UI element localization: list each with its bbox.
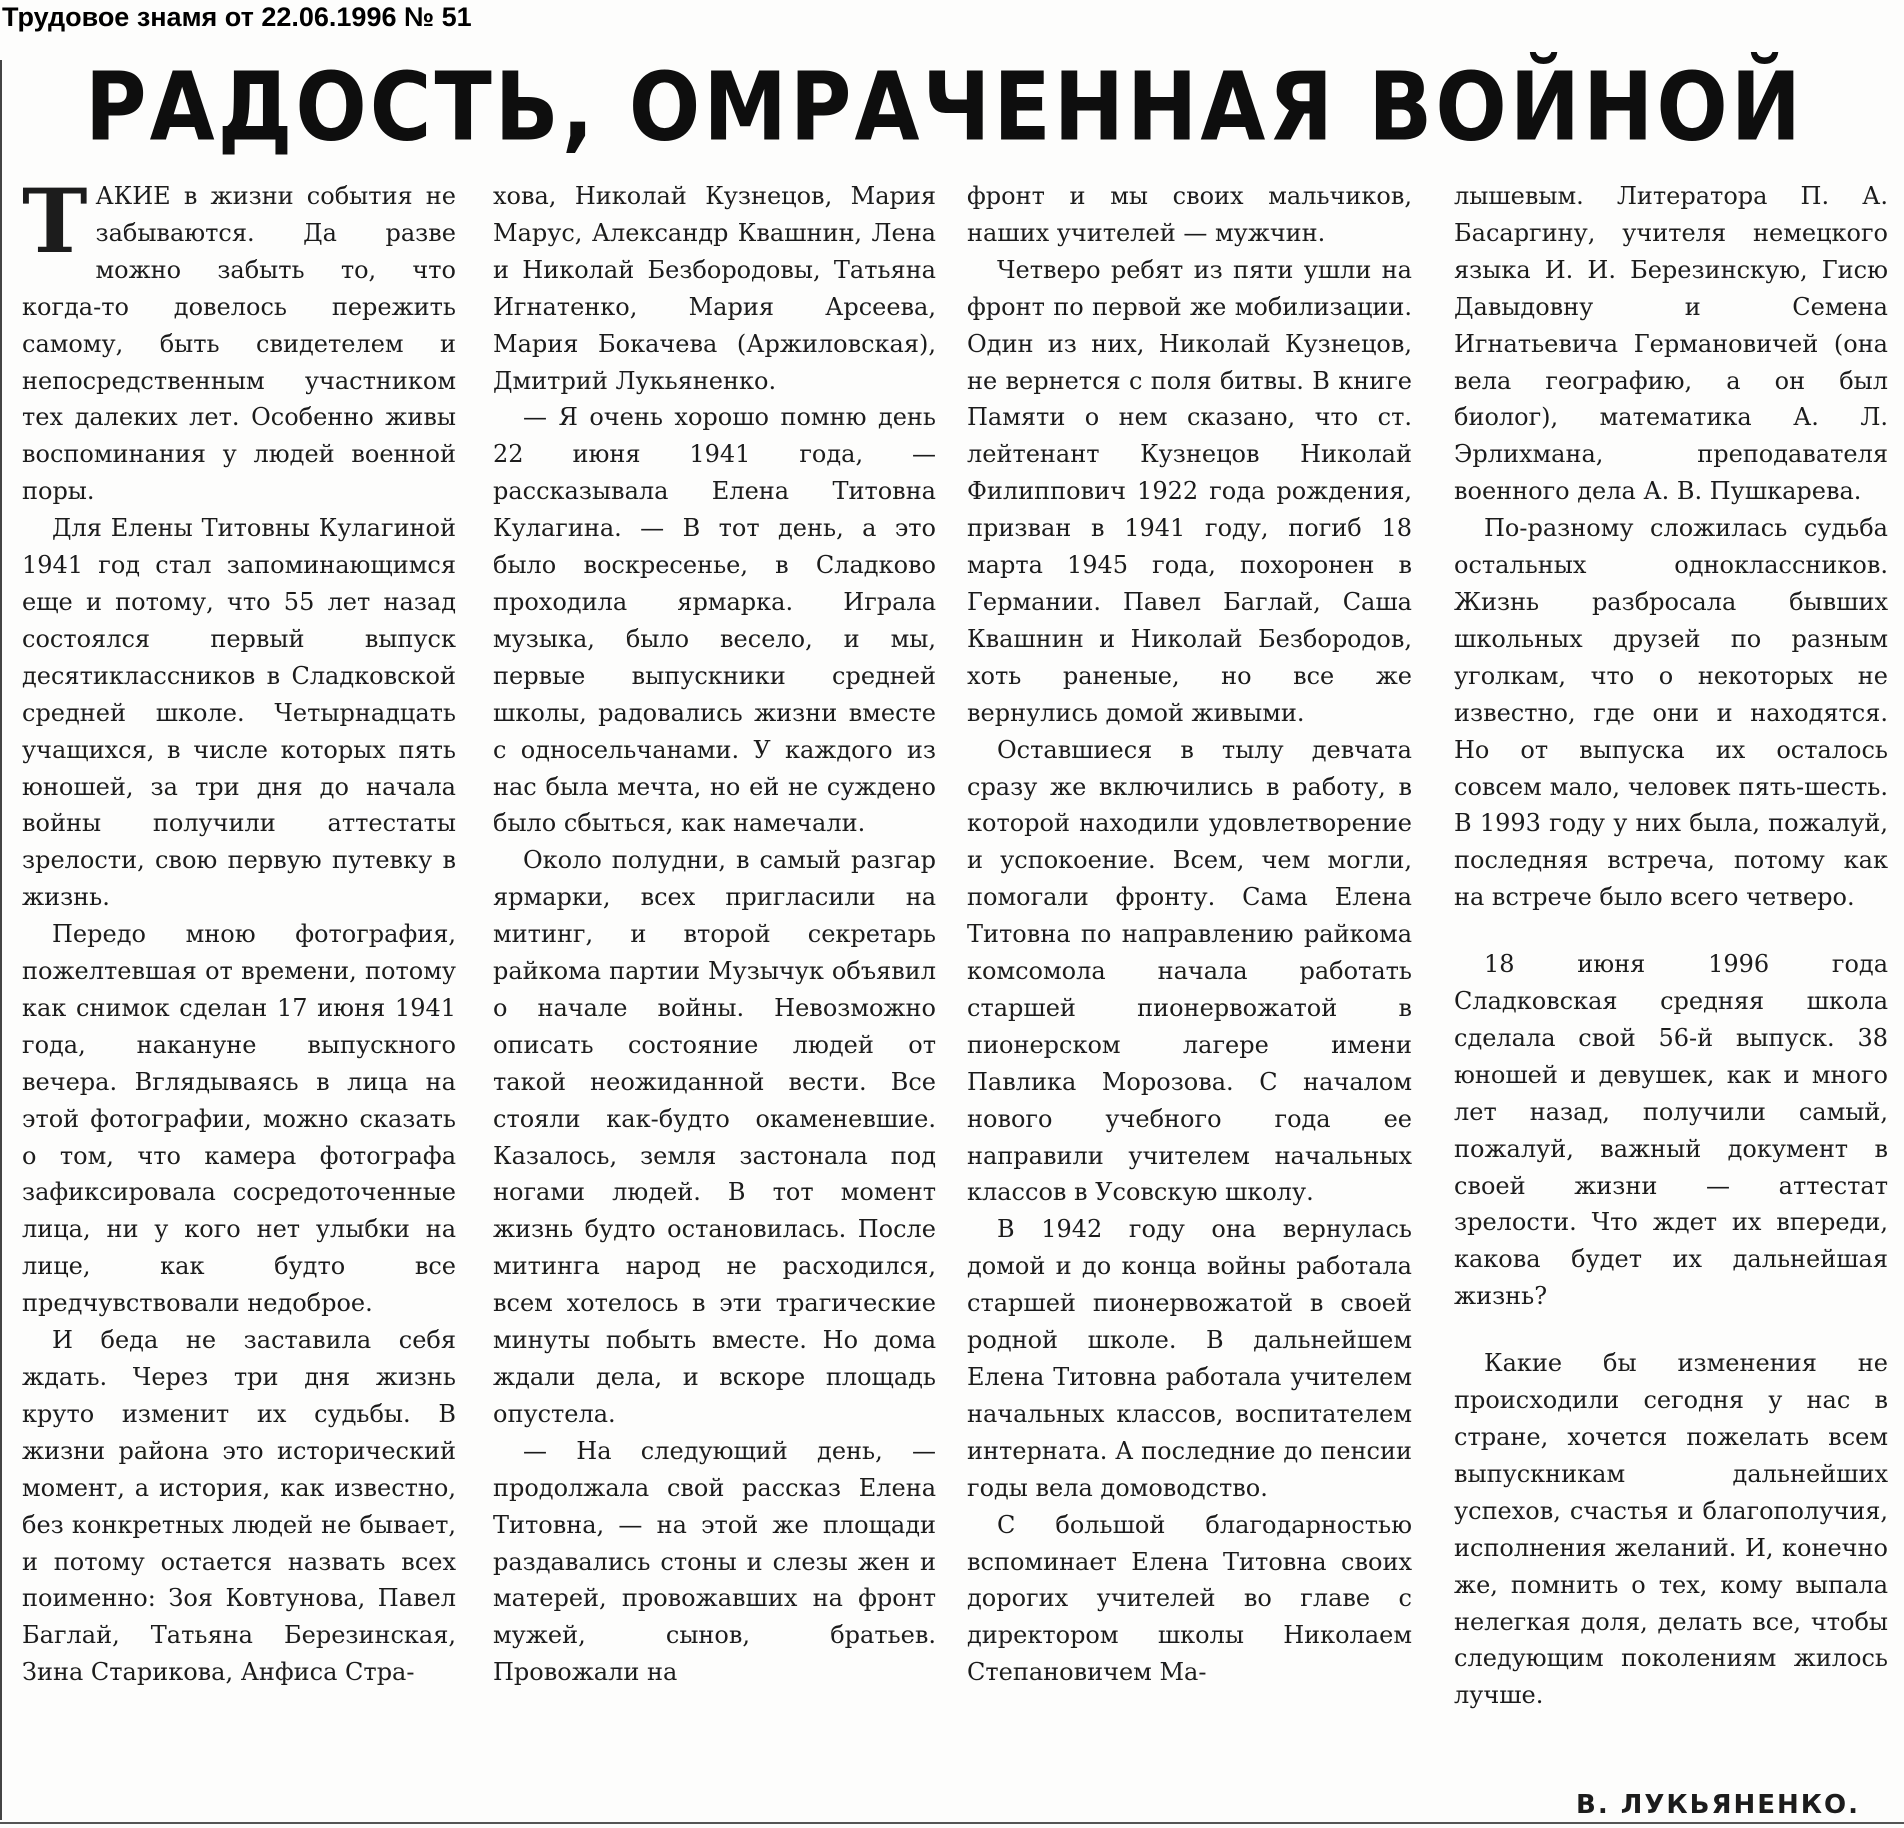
paragraph: — На следующий день, — продолжала свой рассказ Елена Титовна, — на этой же площади раздавались стоны и слезы жен и матерей, провожавших на фронт мужей, сынов, братьев. Провожали на	[493, 1436, 936, 1687]
paragraph-gap	[1454, 916, 1888, 946]
article-column-4	[1454, 178, 1888, 1714]
paragraph: Передо мною фотография, пожелтевшая от времени, потому как снимок сделан 17 июня 1941 года, накануне выпускного вечера. Вглядываясь в лица на этой фотографии, можно сказать о том, что камера фотографа зафиксировала сосредоточенные лица, ни у кого нет улыбки на лице, как будто все предчувствовали недоброе.	[22, 920, 456, 1318]
paragraph: По-разному сложилась судьба остальных одноклассников. Жизнь разбросала бывших школьных друзей по разным уголкам, что о некоторых не известно, где они и находятся. Но от выпуска их осталось совсем мало, человек пять-шесть. В 1993 году у них была, пожалуй, последняя встреча, потому как на встрече было всего четверо.	[1454, 514, 1888, 912]
paragraph: фронт и мы своих мальчиков, наших учителей — мужчин.	[967, 182, 1412, 247]
paragraph: хова, Николай Кузнецов, Мария Марус, Александр Квашнин, Лена и Николай Безбородовы, Татьяна Игнатенко, Мария Арсеева, Мария Бокачева (Аржиловская), Дмитрий Лукьяненко.	[493, 182, 936, 395]
article-column-2	[493, 178, 936, 1691]
bottom-border-rule	[0, 1822, 1904, 1824]
paragraph: Около полудни, в самый разгар ярмарки, всех пригласили на митинг, и второй секретарь райкома партии Музычук объявил о начале войны. Невозможно описать состояние людей от такой неожиданной вести. Все стояли как-будто окаменевшие. Казалось, земля застонала под ногами людей. В тот момент жизнь будто остановилась. После митинга народ не расходился, всем хотелось в эти трагические минуты побыть вместе. Но дома ждали дела, и вскоре площадь опустела.	[493, 846, 936, 1428]
paragraph: Какие бы изменения не происходили сегодня у нас в стране, хочется пожелать всем выпускникам дальнейших успехов, счастья и благополучия, исполнения желаний. И, конечно же, помнить о тех, кому выпала нелегкая доля, делать все, чтобы следующим поколениям жилось лучше.	[1454, 1349, 1888, 1710]
drop-cap: Т	[22, 169, 88, 273]
paragraph: И беда не заставила себя ждать. Через три дня жизнь круто изменит их судьбы. В жизни района это исторический момент, а история, как известно, без конкретных людей не бывает, и потому остается назвать всех поименно: Зоя Ковтунова, Павел Баглай, Татьяна Березинская, Зина Старикова, Анфиса Стра-	[22, 1326, 456, 1687]
article-column-1	[22, 169, 456, 1691]
author-signature: В. ЛУКЬЯНЕНКО.	[1576, 1790, 1860, 1820]
paragraph: Для Елены Титовны Кулагиной 1941 год стал запоминающимся еще и потому, что 55 лет назад состоялся первый выпуск десятиклассников в Сладковской средней школе. Четырнадцать учащихся, в числе которых пять юношей, за три дня до начала войны получили аттестаты зрелости, свою первую путевку в жизнь.	[22, 514, 456, 912]
article-column-3	[967, 178, 1412, 1691]
paragraph	[22, 169, 456, 510]
paragraph: С большой благодарностью вспоминает Елена Титовна своих дорогих учителей во главе с директором школы Николаем Степановичем Ма-	[967, 1510, 1412, 1687]
paragraph: Четверо ребят из пяти ушли на фронт по первой же мобилизации. Один из них, Николай Кузнецов, не вернется с поля битвы. В книге Памяти о нем сказано, что ст. лейтенант Кузнецов Николай Филиппович 1922 года рождения, призван в 1941 году, погиб 18 марта 1945 года, похоронен в Германии. Павел Баглай, Саша Квашнин и Николай Безбородов, хоть раненые, но все же вернулись домой живыми.	[967, 255, 1412, 727]
paragraph: — Я очень хорошо помню день 22 июня 1941 года, — рассказывала Елена Титовна Кулагина. — В тот день, а это было воскресенье, в Сладково проходила ярмарка. Играла музыка, было весело, и мы, первые выпускники средней школы, радовались жизни вместе с односельчанами. У каждого из нас была мечта, но ей не суждено было сбыться, как намечали.	[493, 403, 936, 838]
paragraph-gap	[1454, 1315, 1888, 1345]
left-border-rule	[0, 60, 2, 1820]
paragraph: Оставшиеся в тылу девчата сразу же включились в работу, в которой находили удовлетворение и успокоение. Всем, чем могли, помогали фронту. Сама Елена Титовна по направлению райкома комсомола начала работать старшей пионервожатой в пионерском лагере имени Павлика Морозова. С началом нового учебного года ее направили учителем начальных классов в Усовскую школу.	[967, 735, 1412, 1207]
paragraph-text: АКИЕ в жизни события не забываются. Да разве можно забыть то, что когда-то довелось пережить самому, быть свидетелем и непосредственным участником тех далеких лет. Особенно живы воспоминания у людей военной поры.	[22, 182, 456, 506]
paragraph: лышевым. Литератора П. А. Басаргину, учителя немецкого языка И. И. Березинскую, Гисю Давыдовну и Семена Игнатьевича Германовичей (она вела географию, а он был биолог), математика А. Л. Эрлихмана, преподавателя военного дела А. В. Пушкарева.	[1454, 182, 1888, 506]
source-caption: Трудовое знамя от 22.06.1996 № 51	[2, 2, 472, 32]
article-headline: РАДОСТЬ, ОМРАЧЕННАЯ ВОЙНОЙ	[85, 52, 1805, 163]
paragraph: В 1942 году она вернулась домой и до конца войны работала старшей пионервожатой в своей родной школе. В дальнейшем Елена Титовна работала учителем начальных классов, воспитателем интерната. А последние до пенсии годы вела домоводство.	[967, 1215, 1412, 1502]
paragraph: 18 июня 1996 года Сладковская средняя школа сделала свой 56-й выпуск. 38 юношей и девушек, как и много лет назад, получили самый, пожалуй, важный документ в своей жизни — аттестат зрелости. Что ждет их впереди, какова будет их дальнейшая жизнь?	[1454, 950, 1888, 1311]
